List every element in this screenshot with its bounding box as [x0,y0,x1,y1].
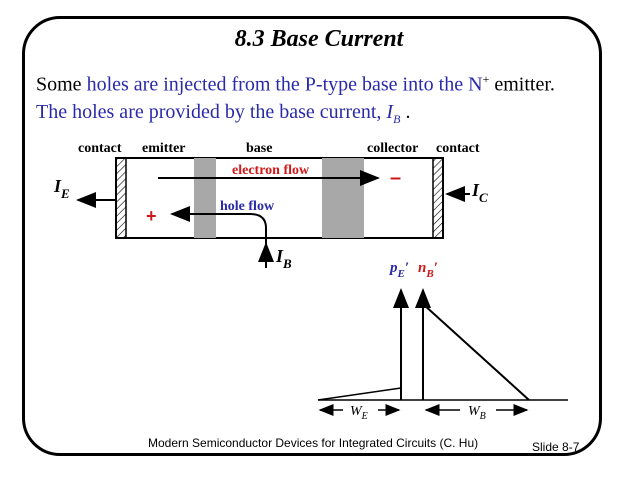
intro-line1-start: Some [36,73,87,96]
minus-sign: – [390,167,402,189]
right-contact [433,158,443,238]
intro-line2-blue: The holes are provided by the base current, [36,100,387,123]
intro-line1-tail: emitter. [489,73,555,96]
intro-ib-symbol: $I_B$ [386,100,401,126]
plus-sign: + [146,206,157,226]
label-ie: $I_E$ [54,176,70,201]
label-wb: $W_B$ [468,404,486,422]
footer-credit: Modern Semiconductor Devices for Integrated Circuits (C. Hu) [148,436,479,450]
left-contact [116,158,126,238]
label-contact-left: contact [78,141,122,156]
intro-nplus-sup: + [482,72,490,86]
emitter-base-junction [194,158,216,238]
label-contact-right: contact [436,141,480,156]
label-we: $W_E$ [350,404,368,422]
slide-title: 8.3 Base Current [234,26,404,52]
label-ic: $I_C$ [472,180,488,205]
label-electron-flow: electron flow [232,163,310,178]
label-collector: collector [367,141,419,156]
label-emitter: emitter [142,141,186,156]
label-nb: $n_B'$ [418,260,438,280]
base-collector-junction [322,158,364,238]
intro-line1-blue: holes are injected from the P-type base into the N [86,73,483,96]
pe-profile-curve [318,388,401,400]
intro-line2-end: . [400,100,411,123]
label-ib: $I_B$ [276,246,292,271]
label-base: base [246,141,273,156]
nb-profile-line [423,304,529,400]
slide-number: Slide 8-7 [532,440,580,454]
label-hole-flow: hole flow [220,199,275,214]
label-pe: $p_E'$ [390,260,410,280]
